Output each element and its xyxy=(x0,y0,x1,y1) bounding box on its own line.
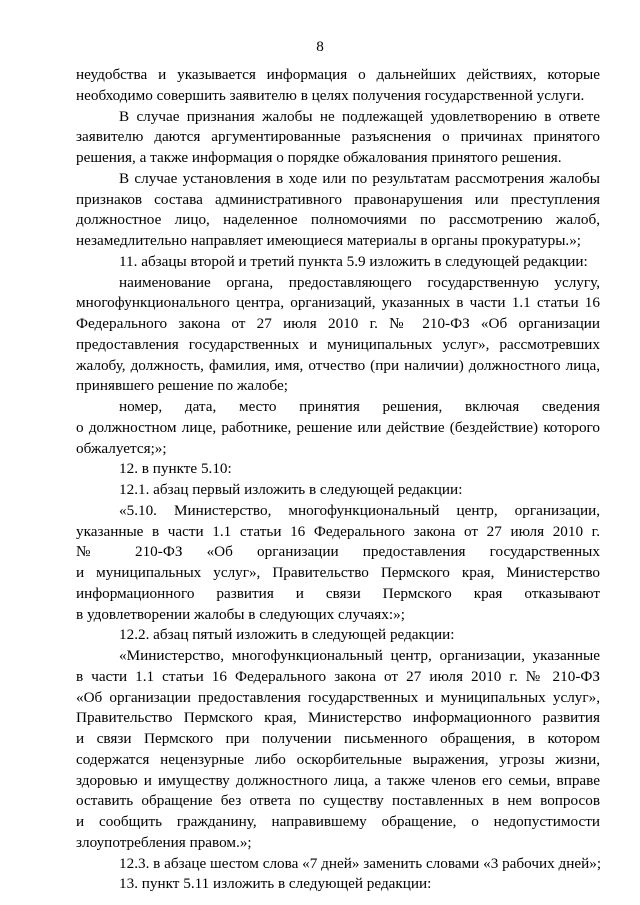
text-line: указанные в части 1.1 статьи 16 Федерального закона от 27 июля 2010 г. xyxy=(76,522,600,540)
text-line: оставить обращение без ответа по существу поставленных в нем вопросов xyxy=(76,792,600,810)
text-line: 12.3. в абзаце шестом слова «7 дней» заменить словами «3 рабочих дней»; xyxy=(119,854,602,872)
text-line: № 210-ФЗ «Об организации предоставления государственных xyxy=(76,543,600,561)
text-line: «5.10. Министерство, многофункциональный центр, организации, xyxy=(119,501,600,519)
text-line: «Об организации предоставления государственных и муниципальных услуг», xyxy=(76,688,600,706)
text-line: Правительство Пермского края, Министерство информационного развития xyxy=(76,709,600,727)
text-line: Федерального закона от 27 июля 2010 г. № 210-ФЗ «Об организации xyxy=(76,315,600,332)
text-line: предоставления государственных и муниципальных услуг», рассмотревших xyxy=(76,335,600,353)
text-line: незамедлительно направляет имеющиеся материалы в органы прокуратуры.»; xyxy=(76,232,582,249)
text-line: о должностном лице, работнике, решение или действие (бездействие) которого xyxy=(76,418,600,436)
document-body xyxy=(76,65,600,895)
text-line: номер, дата, место принятия решения, включая сведения xyxy=(119,398,600,415)
text-line: злоупотребления правом.»; xyxy=(76,833,252,851)
text-line: 12.2. абзац пятый изложить в следующей редакции: xyxy=(119,626,455,644)
text-line: 13. пункт 5.11 изложить в следующей редакции: xyxy=(119,875,432,893)
text-line: содержатся нецензурные либо оскорбительные выражения, угрозы жизни, xyxy=(76,750,600,768)
text-line: необходимо совершить заявителю в целях получения государственной услуги. xyxy=(76,86,585,104)
text-line: 11. абзацы второй и третий пункта 5.9 изложить в следующей редакции: xyxy=(119,252,588,270)
text-line: признаков состава административного правонарушения или преступления xyxy=(76,190,600,208)
text-line: наименование органа, предоставляющего государственную услугу, xyxy=(119,273,600,291)
text-line: и муниципальных услуг», Правительство Пермского края, Министерство xyxy=(76,564,600,581)
text-line: информационного развития и связи Пермского края отказывают xyxy=(76,584,600,602)
text-line: и сообщить гражданину, направившему обращение, о недопустимости xyxy=(76,813,600,830)
text-line: 12. в пункте 5.10: xyxy=(119,460,232,478)
text-line: неудобства и указывается информация о дальнейших действиях, которые xyxy=(76,66,600,83)
text-line: 12.1. абзац первый изложить в следующей редакции: xyxy=(119,481,463,498)
text-line: в части 1.1 статьи 16 Федерального закона от 27 июля 2010 г. № 210-ФЗ xyxy=(76,667,600,685)
page-number: 8 xyxy=(316,38,324,55)
text-line: В случае признания жалобы не подлежащей удовлетворению в ответе xyxy=(119,107,600,125)
text-line: принявшего решение по жалобе; xyxy=(76,377,288,395)
text-line: здоровью и имуществу должностного лица, а также членов его семьи, вправе xyxy=(76,771,600,789)
text-line: в удовлетворении жалобы в следующих случаях:»; xyxy=(76,605,405,623)
text-line: и связи Пермского при получении письменного обращения, в котором xyxy=(76,730,600,747)
text-line: должностное лицо, наделенное полномочиями по рассмотрению жалоб, xyxy=(76,211,600,229)
text-line: заявителю даются аргументированные разъяснения о причинах принятого xyxy=(76,128,600,146)
text-line: «Министерство, многофункциональный центр, организации, указанные xyxy=(119,647,600,664)
text-line: решения, а также информация о порядке обжалования принятого решения. xyxy=(76,149,562,166)
text-line: многофункционального центра, организаций, указанных в части 1.1 статьи 16 xyxy=(76,294,600,312)
text-line: В случае установления в ходе или по результатам рассмотрения жалобы xyxy=(119,169,600,187)
text-line: жалобу, должность, фамилия, имя, отчество (при наличии) должностного лица, xyxy=(76,356,600,374)
text-line: обжалуется;»; xyxy=(76,439,167,457)
